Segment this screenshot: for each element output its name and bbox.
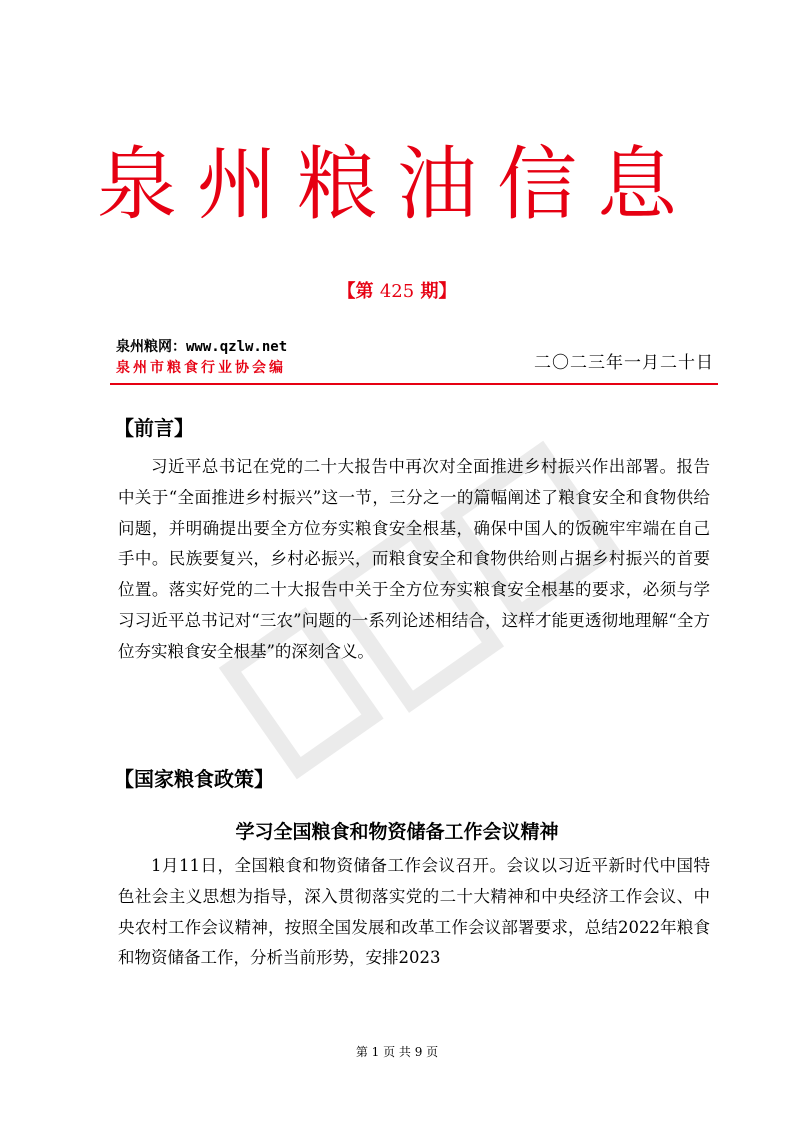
page-footer: 第 1 页 共 9 页 xyxy=(355,1045,439,1059)
issue-date: 二〇二三年一月二十日 xyxy=(534,353,714,373)
issue-suffix: 期】 xyxy=(420,281,457,302)
issue-prefix: 【第 xyxy=(337,281,374,302)
masthead-title: 泉州粮油信息 xyxy=(97,138,697,231)
preface-paragraph: 习近平总书记在党的二十大报告中再次对全面推进乡村振兴作出部署。报告中关于“全面推进乡村振兴”这一节，三分之一的篇幅阐述了粮食安全和食物供给问题，并明确提出要全方位夯实粮食安全根基，确保中国人的饭碗牢牢端在自己手中。民族要复兴，乡村必振兴，而粮食安全和食物供给则占据乡村振兴的首要位置。落实好党的二十大报告中关于全方位夯实粮食安全根基的要求，必须与学习习近平总书记对“三农”问题的一系列论述相结合，这样才能更透彻地理解“全方位夯实粮食安全根基”的深刻含义。 xyxy=(118,457,710,661)
site-line xyxy=(116,336,287,356)
article-title: 学习全国粮食和物资储备工作会议精神 xyxy=(235,821,559,843)
preface-heading: 【前言】 xyxy=(114,416,194,440)
issue-number xyxy=(0,277,794,303)
site-label: 泉州粮网： xyxy=(116,339,186,355)
header-divider xyxy=(110,383,718,385)
article-paragraph: 1月11日，全国粮食和物资储备工作会议召开。会议以习近平新时代中国特色社会主义思想为指导，深入贯彻落实党的二十大精神和中央经济工作会议、中央农村工作会议精神，按照全国发展和改革工作会议部署要求，总结2022年粮食和物资储备工作，分析当前形势，安排2023 xyxy=(118,856,710,968)
issue-number-value: 425 xyxy=(379,281,415,302)
editor-line: 泉州市粮食行业协会编 xyxy=(116,360,286,376)
site-url[interactable]: www.qzlw.net xyxy=(186,339,288,355)
policy-heading: 【国家粮食政策】 xyxy=(114,767,274,791)
